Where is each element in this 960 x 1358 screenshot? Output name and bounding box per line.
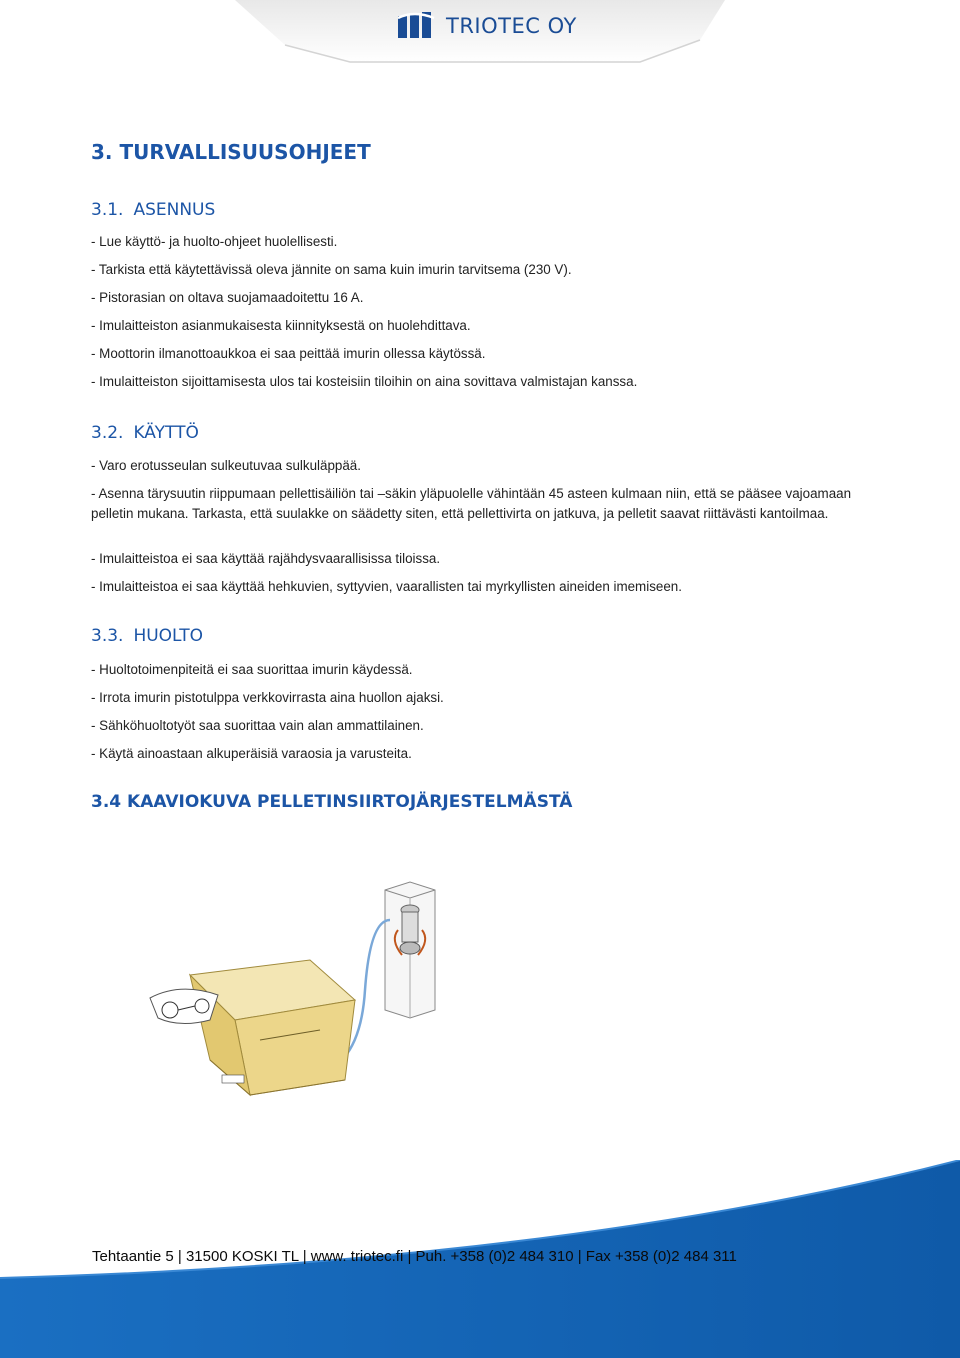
company-logo [398, 12, 577, 40]
list-item: - Imulaitteistoa ei saa käyttää hehkuvien, syttyvien, vaarallisten tai myrkyllisten aineiden imemiseen. [91, 579, 682, 594]
list-item: - Imulaitteiston sijoittamisesta ulos tai kosteisiin tiloihin on aina sovittava valmistajan kanssa. [91, 374, 638, 389]
list-item: - Varo erotusseulan sulkeutuvaa sulkuläppää. [91, 458, 361, 473]
section-heading-kaavio: 3.4 KAAVIOKUVA PELLETINSIIRTOJÄRJESTELMÄSTÄ [91, 792, 573, 812]
section-number: 3.2. [91, 423, 124, 443]
section-name: ASENNUS [133, 200, 216, 220]
pellet-hopper [190, 960, 355, 1095]
list-item: - Imulaitteiston asianmukaisesta kiinnityksestä on huolehdittava. [91, 318, 471, 333]
list-item-paragraph: - Asenna tärysuutin riippumaan pellettisäiliön tai –säkin yläpuolelle vähintään 45 asteen kulmaan niin, että se pääsee vajoamaan pelletin mukana. Tarkasta, että suulakke on säädetty siten, että pellettivirta on jatkuva, ja pelletit saavat riittävästi kantoilmaa. [91, 486, 852, 521]
section-heading-kaytto [91, 423, 199, 443]
section-name: HUOLTO [133, 626, 203, 646]
list-item: - Tarkista että käytettävissä oleva jännite on sama kuin imurin tarvitsema (230 V). [91, 262, 572, 277]
list-item: - Lue käyttö- ja huolto-ohjeet huolellisesti. [91, 234, 338, 249]
list-item: - Pistorasian on oltava suojamaadoitettu 16 A. [91, 290, 364, 305]
detail-inset [150, 989, 218, 1023]
section-name: KÄYTTÖ [133, 423, 199, 443]
triotec-logo-icon [398, 12, 438, 40]
list-item: - Käytä ainoastaan alkuperäisiä varaosia ja varusteita. [91, 746, 412, 761]
section-heading-huolto [91, 626, 203, 646]
list-item: - Irrota imurin pistotulppa verkkovirrasta aina huollon ajaksi. [91, 690, 444, 705]
list-item: - Huoltotoimenpiteitä ei saa suorittaa imurin käydessä. [91, 662, 413, 677]
vacuum-cabinet [385, 882, 435, 1018]
company-name: TRIOTEC OY [446, 14, 577, 38]
pellet-system-diagram [140, 870, 460, 1130]
section-number: 3.3. [91, 626, 124, 646]
list-item: - Imulaitteistoa ei saa käyttää rajähdysvaarallisissa tiloissa. [91, 551, 441, 566]
section-heading-asennus [91, 200, 215, 220]
list-item: - Moottorin ilmanottoaukkoa ei saa peittää imurin ollessa käytössä. [91, 346, 486, 361]
list-item: - Sähköhuoltotyöt saa suorittaa vain alan ammattilainen. [91, 718, 424, 733]
section-number: 3.1. [91, 200, 124, 220]
footer-contact: Tehtaantie 5 | 31500 KOSKI TL | www. triotec.fi | Puh. +358 (0)2 484 310 | Fax +358 (0)2 484 311 [92, 1248, 737, 1265]
page-title: 3. TURVALLISUUSOHJEET [91, 140, 371, 164]
